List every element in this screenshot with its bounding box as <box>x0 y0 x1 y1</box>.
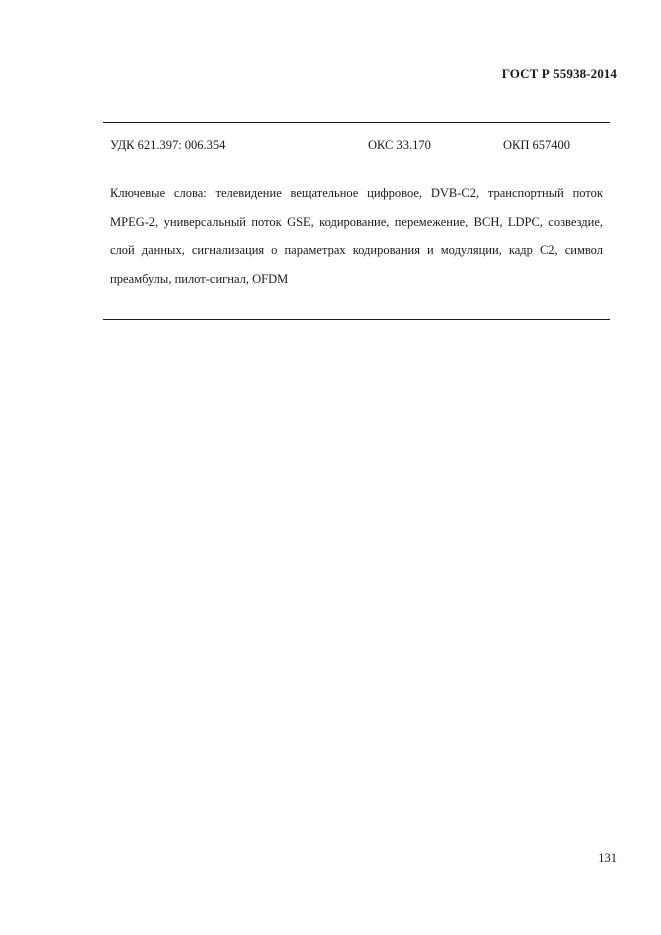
udk-code: УДК 621.397: 006.354 <box>110 138 226 152</box>
oks-code: ОКС 33.170 <box>368 138 431 152</box>
keywords-paragraph: Ключевые слова: телевидение вещательное цифровое, DVB-C2, транспортный поток MPEG-2, универсальный поток GSE, кодирование, перемежение, BCH, LDPC, созвездие, слой данных, сигнализация о параметрах кодирования и модуляции, кадр C2, символ преамбулы, пилот-сигнал, OFDM <box>110 186 603 286</box>
document-id: ГОСТ Р 55938-2014 <box>501 66 617 81</box>
top-divider <box>103 122 610 123</box>
page-number: 131 <box>598 851 617 865</box>
okp-code: ОКП 657400 <box>503 138 571 152</box>
bottom-divider <box>103 319 610 320</box>
classification-codes <box>110 138 610 154</box>
